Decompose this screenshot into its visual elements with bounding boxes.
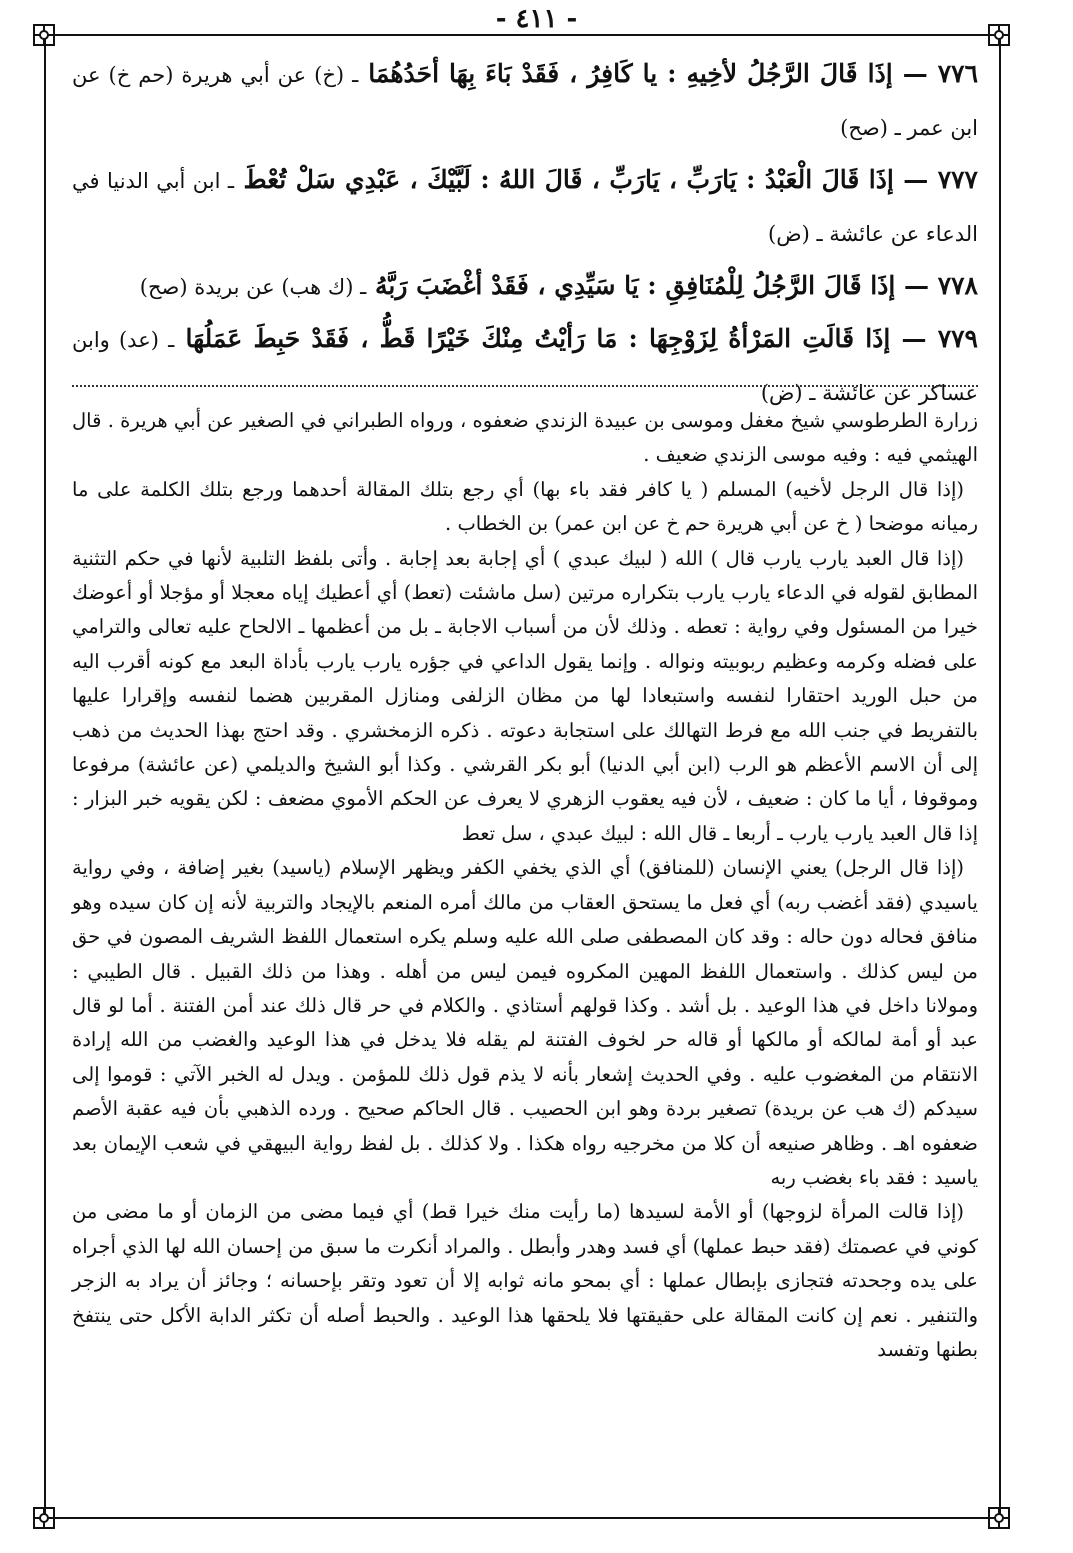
commentary-paragraph: زرارة الطرطوسي شيخ مغفل وموسى بن عبيدة الزندي ضعفوه ، ورواه الطبراني في الصغير عن أبي هريرة . قال الهيثمي فيه : وفيه موسى الزندي ضعيف . [72, 409, 978, 467]
hadith-777 [72, 154, 978, 260]
hadith-776 [72, 48, 978, 154]
hadith-text: ٧٧٦ — إذَا قَالَ الرَّجُلُ لأخِيهِ : يا كَافِرُ ، فَقَدْ بَاءَ بِهَا أحَدُهُمَا [368, 59, 979, 88]
hadith-text: ٧٧٩ — إذَا قَالَتِ المَرْأةُ لِزَوْجِهَا : مَا رَأيْتُ مِنْكَ خَيْرًا قَطُّ ، فَقَدْ حَبِطَ عَمَلُهَا [185, 324, 978, 353]
commentary-paragraph: (إذا قال العبد يارب يارب قال ) الله ( لبيك عبدي ) أي إجابة بعد إجابة . وأتى بلفظ التلبية لأنها في حكم التثنية المطابق لقوله في الدعاء يارب يارب بتكراره مرتين (سل ماشئت (تعط) أي أعطيك إياه معجلا أو مؤجلا أو أعوضك خيرا من المسئول وفي رواية : تعطه . وذلك لأن من أسباب الاجابة ـ بل من أعظمها ـ الالحاح عليه تعالى والترامي على فضله وكرمه وعظيم ربوبيته ونواله . وإنما يقول الداعي في جؤره يارب يارب بأداة البعد مع كونه أقرب اليه من حبل الوريد احتقارا لنفسه واستبعادا لها من مظان الزلفى ومنازل المقربين هضما لنفسه وإقرارا عليها بالتفريط في جنب الله مع فرط التهالك على استجابة دعوته . ذكره الزمخشري . وقد احتج بهذا الحديث من ذهب إلى أن الاسم الأعظم هو الرب (ابن أبي الدنيا) أبو بكر القرشي . وكذا أبو الشيخ والديلمي (عن عائشة) مرفوعا وموقوفا ، أيا ما كان : ضعيف ، لأن فيه يعقوب الزهري لا يعرف عن الحكم الأموي مضعف : لكن يقويه خبر البزار : إذا قال العبد يارب يارب ـ أربعا ـ قال الله : لبيك عبدي ، سل تعط [72, 546, 978, 845]
corner-ornament-icon [31, 22, 57, 48]
commentary-paragraph: (إذا قال الرجل لأخيه) المسلم ( يا كافر فقد باء بها) أي رجع بتلك المقالة أحدهما ورجع بتلك الكلمة على ما رميانه موضحا ( خ عن أبي هريرة حم خ عن ابن عمر) بن الخطاب . [72, 477, 978, 536]
page-frame-right [999, 34, 1001, 1519]
page-frame-top [46, 34, 1000, 36]
commentary-paragraph: (إذا قالت المرأة لزوجها) أو الأمة لسيدها (ما رأيت منك خيرا قط) أي فيما مضى من الزمان أو ما مضى من كوني في عصمتك (فقد حبط عملها) أي فسد وهدر وأبطل . والمراد أنكرت ما سبق من إحسان الله لها الذي أجراه على يده وجحدته فتجازى بإبطال عملها : أي بمحو مانه ثوابه إلا أن تعود وتقر بإحسانه ؛ وجائز أن يراد به الزجر والتنفير . نعم إن كانت المقالة على حقيقتها فلا يلحقها هذا الوعيد . والحبط أصله أن تكثر الدابة الأكل حتى ينتفخ بطنها وتفسد [72, 1200, 978, 1361]
section-divider [72, 385, 978, 387]
page-frame-bottom [46, 1517, 1000, 1519]
corner-ornament-icon [986, 1505, 1012, 1531]
hadith-reference: ـ (خ) عن أبي هريرة (حم خ) عن ابن عمر ـ (صح) [72, 63, 978, 140]
hadith-reference: ـ (ك هب) عن بريدة (صح) [139, 275, 367, 299]
page-number: - ٤١١ - [495, 4, 578, 34]
commentary-paragraph: (إذا قال الرجل) يعني الإنسان (للمنافق) أي الذي يخفي الكفر ويظهر الإسلام (ياسيد) بغير إضافة ، وفي رواية ياسيدي (فقد أغضب ربه) أي فعل ما يستحق العقاب من مالك أمره المنعم بالإيجاد والتربية لأنه إن كان سيده وهو منافق فحاله دون حاله : وقد كان المصطفى صلى الله عليه وسلم يكره استعمال اللفظ الشريف المصون في حق من ليس كذلك . واستعمال اللفظ المهين المكروه فيمن ليس من أهله . وهذا من ذلك القبيل . قال الطيبي : ومولانا داخل في هذا الوعيد . بل أشد . وكذا قولهم أستاذي . والكلام في حر قال ذلك عند أمن الفتنة . أما لو قال عبد أو أمة لمالكه أو مالكها أو قاله حر لخوف الفتنة لم يقله فلا يدخل في هذا الوعيد والغضب من الله إرادة الانتقام من المغضوب عليه . وفي الحديث إشعار بأنه لا يذم قول ذلك للمؤمن . ويدل له الخبر الآتي : قوموا إلى سيدكم (ك هب عن بريدة) تصغير بردة وهو ابن الحصيب . قال الحاكم صحيح . ورده الذهبي بأن فيه عقبة الأصم ضعفوه اهـ . وظاهر صنيعه أن كلا من مخرجيه رواه هكذا . ولا كذلك . بل لفظ رواية البيهقي في شعب الإيمان بعد ياسيد : فقد باء بغضب ربه [72, 856, 978, 1189]
hadith-text: ٧٧٨ — إذَا قَالَ الرَّجُلُ لِلْمُنَافِقِ : يَا سَيِّدِي ، فَقَدْ أغْضَبَ رَبَّهُ [374, 271, 978, 300]
hadith-list [72, 48, 978, 419]
corner-ornament-icon [31, 1505, 57, 1531]
commentary [72, 404, 978, 1367]
corner-ornament-icon [986, 22, 1012, 48]
hadith-reference: ـ (عد) وابن عساكر عن عائشة ـ (ض) [72, 328, 978, 405]
hadith-text: ٧٧٧ — إذَا قَالَ الْعَبْدُ : يَارَبِّ ، يَارَبِّ ، قَالَ اللهُ : لَبَّيْكَ ، عَبْدِي سَلْ تُعْطَ [243, 165, 978, 194]
hadith-778 [72, 260, 978, 313]
hadith-reference: ـ ابن أبي الدنيا في الدعاء عن عائشة ـ (ض) [72, 169, 978, 246]
page-frame-left [44, 34, 46, 1519]
